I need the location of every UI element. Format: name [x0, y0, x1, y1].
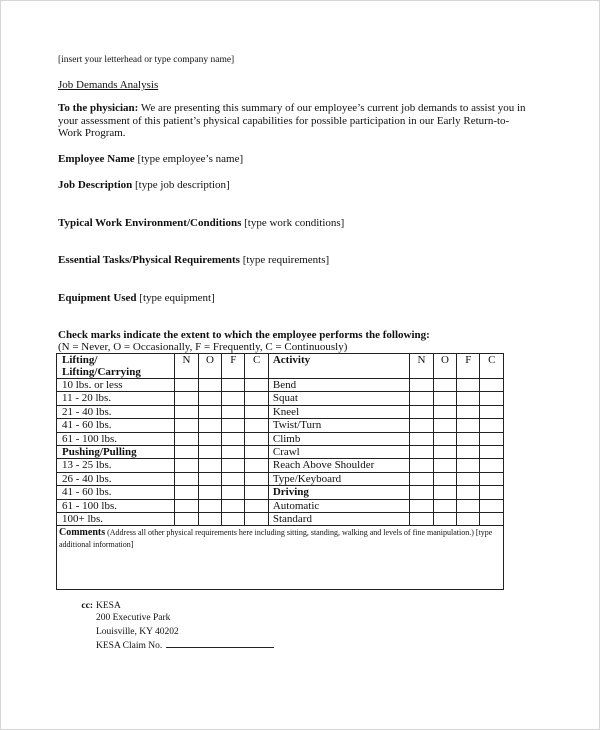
activity-label: Kneel [268, 405, 409, 418]
checkbox-cell[interactable] [222, 405, 245, 418]
checkbox-cell[interactable] [222, 445, 245, 458]
job-description-field [58, 179, 230, 191]
section-label: Driving [268, 486, 409, 499]
checkbox-cell[interactable] [175, 512, 198, 525]
checkbox-cell[interactable] [480, 419, 504, 432]
table-row [57, 486, 504, 499]
checkbox-cell[interactable] [222, 432, 245, 445]
checkbox-cell[interactable] [410, 419, 433, 432]
checkbox-cell[interactable] [175, 432, 198, 445]
field-label: Typical Work Environment/Conditions [58, 217, 242, 229]
work-environment-field [58, 217, 344, 229]
intro-text: We are presenting this summary of our employee’s current job demands to assist you in your assessment of this patient’s physical capabilities for possible participation in our Early Return-to-Work Program. [58, 102, 526, 139]
table-row [57, 499, 504, 512]
checkbox-cell[interactable] [480, 512, 504, 525]
employee-name-field [58, 153, 243, 165]
header-o: O [433, 354, 456, 379]
checkmarks-key: (N = Never, O = Occasionally, F = Frequently, C = Continuously) [58, 341, 348, 353]
checkbox-cell[interactable] [245, 419, 268, 432]
checkbox-cell[interactable] [433, 445, 456, 458]
field-value: [type work conditions] [244, 217, 345, 229]
comments-row [57, 526, 504, 590]
header-f: F [457, 354, 480, 379]
checkbox-cell[interactable] [222, 419, 245, 432]
cc-company: KESA [96, 601, 121, 611]
checkbox-cell[interactable] [457, 486, 480, 499]
cc-block [73, 600, 274, 652]
intro-paragraph [58, 102, 528, 140]
header-n: N [175, 354, 198, 379]
checkbox-cell[interactable] [175, 379, 198, 392]
checkmarks-legend [58, 329, 430, 353]
checkbox-cell[interactable] [198, 379, 221, 392]
essential-tasks-field [58, 254, 329, 266]
activity-label: Climb [268, 432, 409, 445]
table-row [57, 379, 504, 392]
checkbox-cell[interactable] [480, 445, 504, 458]
field-value: [type requirements] [242, 254, 330, 266]
activity-label: Automatic [268, 499, 409, 512]
field-label: Equipment Used [58, 292, 137, 304]
checkbox-cell[interactable] [198, 392, 221, 405]
checkbox-cell[interactable] [410, 445, 433, 458]
field-value: [type job description] [135, 179, 230, 191]
activity-label: Reach Above Shoulder [268, 459, 409, 472]
checkbox-cell[interactable] [410, 379, 433, 392]
checkbox-cell[interactable] [198, 419, 221, 432]
claim-number-blank[interactable] [166, 638, 274, 648]
activity-label: Squat [268, 392, 409, 405]
cc-line [73, 600, 274, 612]
checkbox-cell[interactable] [410, 486, 433, 499]
header-activity: Activity [268, 354, 409, 379]
checkbox-cell[interactable] [433, 499, 456, 512]
checkbox-cell[interactable] [480, 432, 504, 445]
checkbox-cell[interactable] [480, 459, 504, 472]
job-demands-table [56, 353, 504, 590]
checkbox-cell[interactable] [457, 445, 480, 458]
comments-box[interactable] [57, 526, 504, 590]
checkbox-cell[interactable] [222, 379, 245, 392]
field-value: [type equipment] [139, 292, 215, 304]
checkbox-cell[interactable] [480, 499, 504, 512]
checkbox-cell[interactable] [410, 512, 433, 525]
checkbox-cell[interactable] [480, 379, 504, 392]
checkbox-cell[interactable] [457, 419, 480, 432]
table-row [57, 472, 504, 485]
field-value: [type employee’s name] [137, 153, 244, 165]
comments-instructions: (Address all other physical requirements here including sitting, standing, walking and levels of fine manipulation.) [type additional information] [59, 528, 493, 550]
row-label: 21 - 40 lbs. [57, 405, 175, 418]
checkbox-cell[interactable] [175, 486, 198, 499]
activity-label: Crawl [268, 445, 409, 458]
checkbox-cell[interactable] [222, 392, 245, 405]
checkbox-cell[interactable] [433, 379, 456, 392]
checkbox-cell[interactable] [198, 459, 221, 472]
checkbox-cell[interactable] [410, 392, 433, 405]
intro-label: To the physician: [58, 102, 139, 114]
checkbox-cell[interactable] [245, 486, 268, 499]
table-row [57, 512, 504, 525]
table-header-row [57, 354, 504, 379]
equipment-used-field [58, 292, 215, 304]
checkbox-cell[interactable] [198, 486, 221, 499]
checkbox-cell[interactable] [410, 472, 433, 485]
checkbox-cell[interactable] [245, 499, 268, 512]
header-n: N [410, 354, 433, 379]
checkbox-cell[interactable] [175, 472, 198, 485]
activity-label: Type/Keyboard [268, 472, 409, 485]
header-c: C [480, 354, 504, 379]
table-row [57, 459, 504, 472]
row-label: 10 lbs. or less [57, 379, 175, 392]
checkbox-cell[interactable] [433, 486, 456, 499]
checkbox-cell[interactable] [245, 472, 268, 485]
cc-address-city: Louisville, KY 40202 [96, 626, 179, 637]
checkbox-cell[interactable] [198, 472, 221, 485]
document-title: Job Demands Analysis [58, 79, 159, 91]
checkbox-cell[interactable] [198, 445, 221, 458]
checkbox-cell[interactable] [433, 472, 456, 485]
checkbox-cell[interactable] [410, 499, 433, 512]
row-label: 41 - 60 lbs. [57, 419, 175, 432]
checkbox-cell[interactable] [433, 432, 456, 445]
checkbox-cell[interactable] [222, 486, 245, 499]
row-label: 13 - 25 lbs. [57, 459, 175, 472]
header-lifting: Lifting/ Lifting/Carrying [57, 354, 175, 379]
section-label: Pushing/Pulling [57, 445, 175, 458]
checkbox-cell[interactable] [480, 405, 504, 418]
checkbox-cell[interactable] [175, 459, 198, 472]
activity-label: Bend [268, 379, 409, 392]
checkbox-cell[interactable] [457, 472, 480, 485]
checkbox-cell[interactable] [457, 379, 480, 392]
checkbox-cell[interactable] [222, 499, 245, 512]
checkbox-cell[interactable] [245, 432, 268, 445]
checkbox-cell[interactable] [198, 405, 221, 418]
checkbox-cell[interactable] [175, 392, 198, 405]
checkbox-cell[interactable] [410, 432, 433, 445]
checkbox-cell[interactable] [480, 472, 504, 485]
checkbox-cell[interactable] [457, 512, 480, 525]
checkbox-cell[interactable] [198, 499, 221, 512]
table-row [57, 419, 504, 432]
checkbox-cell[interactable] [175, 445, 198, 458]
table-row [57, 392, 504, 405]
checkbox-cell[interactable] [410, 459, 433, 472]
activity-label: Twist/Turn [268, 419, 409, 432]
row-label: 11 - 20 lbs. [57, 392, 175, 405]
checkbox-cell[interactable] [457, 392, 480, 405]
cc-claim-line [73, 638, 274, 652]
checkbox-cell[interactable] [175, 499, 198, 512]
checkbox-cell[interactable] [480, 486, 504, 499]
header-f: F [222, 354, 245, 379]
checkbox-cell[interactable] [457, 459, 480, 472]
field-label: Employee Name [58, 153, 135, 165]
letterhead-placeholder: [insert your letterhead or type company name] [58, 55, 235, 65]
row-label: 61 - 100 lbs. [57, 499, 175, 512]
row-label: 26 - 40 lbs. [57, 472, 175, 485]
checkbox-cell[interactable] [433, 405, 456, 418]
checkbox-cell[interactable] [433, 512, 456, 525]
header-c: C [245, 354, 268, 379]
checkbox-cell[interactable] [433, 459, 456, 472]
checkbox-cell[interactable] [222, 512, 245, 525]
checkbox-cell[interactable] [433, 419, 456, 432]
checkbox-cell[interactable] [245, 512, 268, 525]
checkbox-cell[interactable] [245, 379, 268, 392]
checkbox-cell[interactable] [198, 432, 221, 445]
row-label: 41 - 60 lbs. [57, 486, 175, 499]
checkbox-cell[interactable] [245, 459, 268, 472]
checkbox-cell[interactable] [457, 432, 480, 445]
checkbox-cell[interactable] [410, 405, 433, 418]
comments-label: Comments [59, 527, 106, 539]
row-label: 61 - 100 lbs. [57, 432, 175, 445]
checkbox-cell[interactable] [175, 419, 198, 432]
field-label: Essential Tasks/Physical Requirements [58, 254, 240, 266]
activity-label: Standard [268, 512, 409, 525]
cc-label: cc: [81, 601, 93, 611]
checkbox-cell[interactable] [457, 405, 480, 418]
checkbox-cell[interactable] [245, 405, 268, 418]
checkbox-cell[interactable] [245, 392, 268, 405]
table-row [57, 445, 504, 458]
claim-label: KESA Claim No. [96, 640, 163, 651]
checkbox-cell[interactable] [222, 459, 245, 472]
checkbox-cell[interactable] [198, 512, 221, 525]
checkbox-cell[interactable] [433, 392, 456, 405]
header-o: O [198, 354, 221, 379]
checkbox-cell[interactable] [175, 405, 198, 418]
field-label: Job Description [58, 179, 133, 191]
row-label: 100+ lbs. [57, 512, 175, 525]
table-row [57, 432, 504, 445]
checkbox-cell[interactable] [245, 445, 268, 458]
cc-address-street: 200 Executive Park [96, 613, 171, 624]
table-row [57, 405, 504, 418]
checkmarks-heading: Check marks indicate the extent to which the employee performs the following: [58, 329, 430, 341]
checkbox-cell[interactable] [457, 499, 480, 512]
checkbox-cell[interactable] [480, 392, 504, 405]
checkbox-cell[interactable] [222, 472, 245, 485]
